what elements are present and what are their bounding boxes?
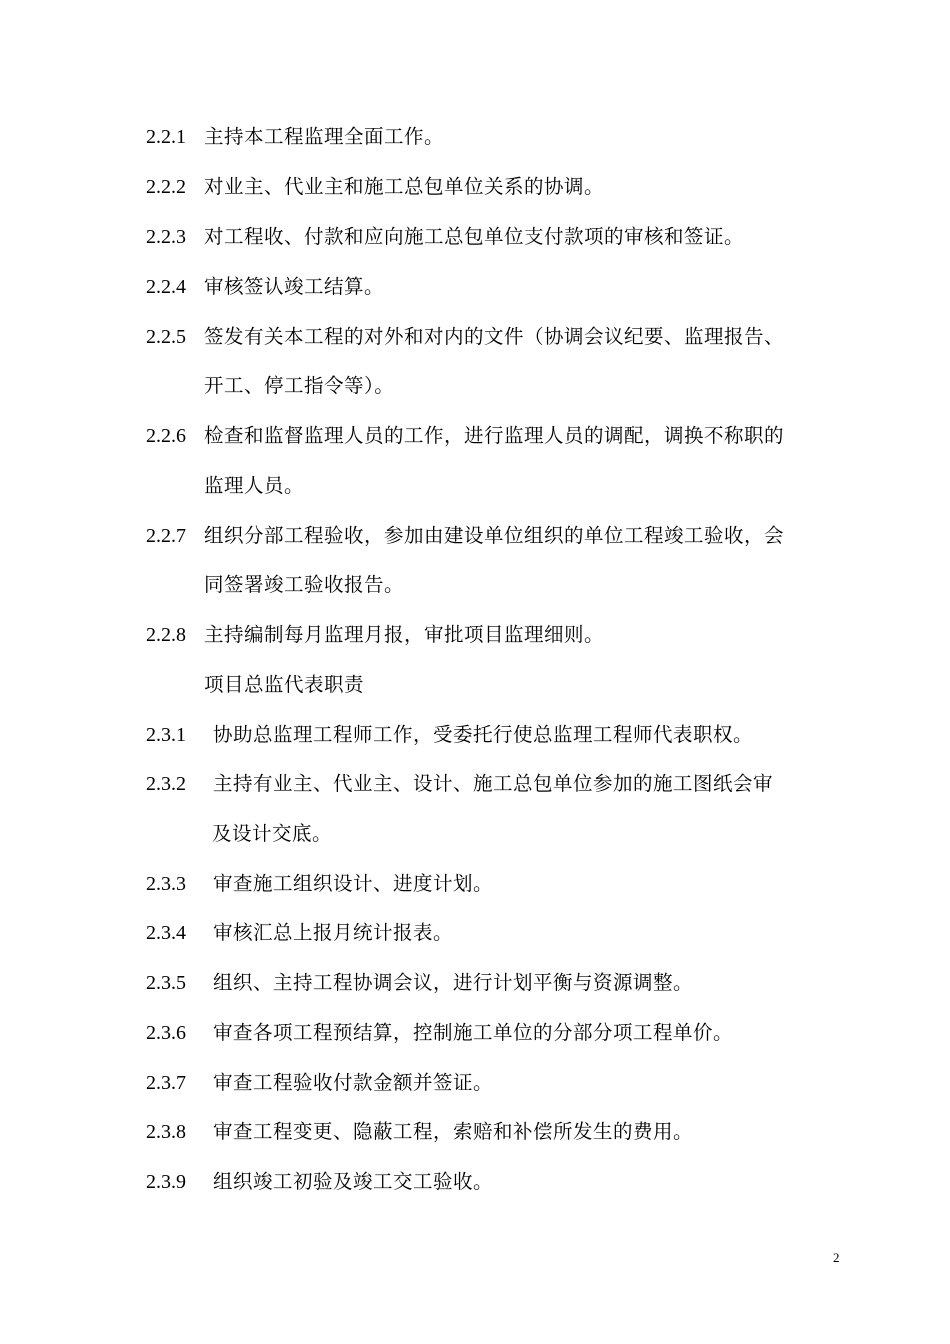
item-text: 对业主、代业主和施工总包单位关系的协调。	[204, 175, 605, 198]
item-number: 2.3.2	[146, 773, 186, 795]
item-number: 2.3.7	[146, 1072, 186, 1094]
item-number: 2.3.9	[146, 1171, 186, 1193]
item-text: 主持有业主、代业主、设计、施工总包单位参加的施工图纸会审	[213, 772, 774, 795]
item-text-continuation: 及设计交底。	[212, 822, 333, 845]
item-number: 2.2.6	[146, 425, 186, 447]
item-number: 2.2.7	[146, 525, 186, 547]
item-number: 2.3.1	[146, 724, 186, 746]
item-text: 审核签认竣工结算。	[204, 275, 385, 298]
item-text: 组织、主持工程协调会议，进行计划平衡与资源调整。	[213, 971, 694, 994]
item-text: 检查和监督监理人员的工作，进行监理人员的调配，调换不称职的	[204, 424, 785, 447]
item-text: 协助总监理工程师工作，受委托行使总监理工程师代表职权。	[213, 723, 754, 746]
page-number: 2	[833, 1250, 840, 1265]
item-number: 2.3.3	[146, 873, 186, 895]
item-text: 组织竣工初验及竣工交工验收。	[213, 1170, 494, 1193]
item-number: 2.3.4	[146, 922, 186, 944]
item-text: 审查工程验收付款金额并签证。	[213, 1071, 494, 1094]
item-text-continuation: 开工、停工指令等）。	[204, 374, 395, 397]
item-text: 主持本工程监理全面工作。	[204, 125, 445, 148]
item-text: 主持编制每月监理月报，审批项目监理细则。	[204, 623, 605, 646]
item-text: 审查工程变更、隐蔽工程，索赔和补偿所发生的费用。	[213, 1120, 694, 1143]
item-number: 2.2.4	[146, 276, 186, 298]
item-text-continuation: 同签署竣工验收报告。	[204, 573, 405, 596]
item-text: 组织分部工程验收，参加由建设单位组织的单位工程竣工验收，会	[204, 524, 785, 547]
item-text: 审核汇总上报月统计报表。	[213, 921, 454, 944]
item-text-continuation: 监理人员。	[204, 474, 305, 497]
item-number: 2.3.5	[146, 972, 186, 994]
item-number: 2.3.6	[146, 1022, 186, 1044]
item-number: 2.2.8	[146, 624, 186, 646]
item-number: 2.2.3	[146, 226, 186, 248]
item-number: 2.2.1	[146, 126, 186, 148]
section-heading-text: 项目总监代表职责	[204, 673, 365, 696]
item-number: 2.3.8	[146, 1121, 186, 1143]
item-text: 审查施工组织设计、进度计划。	[213, 872, 494, 895]
item-text: 对工程收、付款和应向施工总包单位支付款项的审核和签证。	[204, 225, 745, 248]
item-text: 审查各项工程预结算，控制施工单位的分部分项工程单价。	[213, 1021, 734, 1044]
item-number: 2.2.2	[146, 176, 186, 198]
item-number: 2.2.5	[146, 326, 186, 348]
item-text: 签发有关本工程的对外和对内的文件（协调会议纪要、监理报告、	[204, 325, 785, 348]
